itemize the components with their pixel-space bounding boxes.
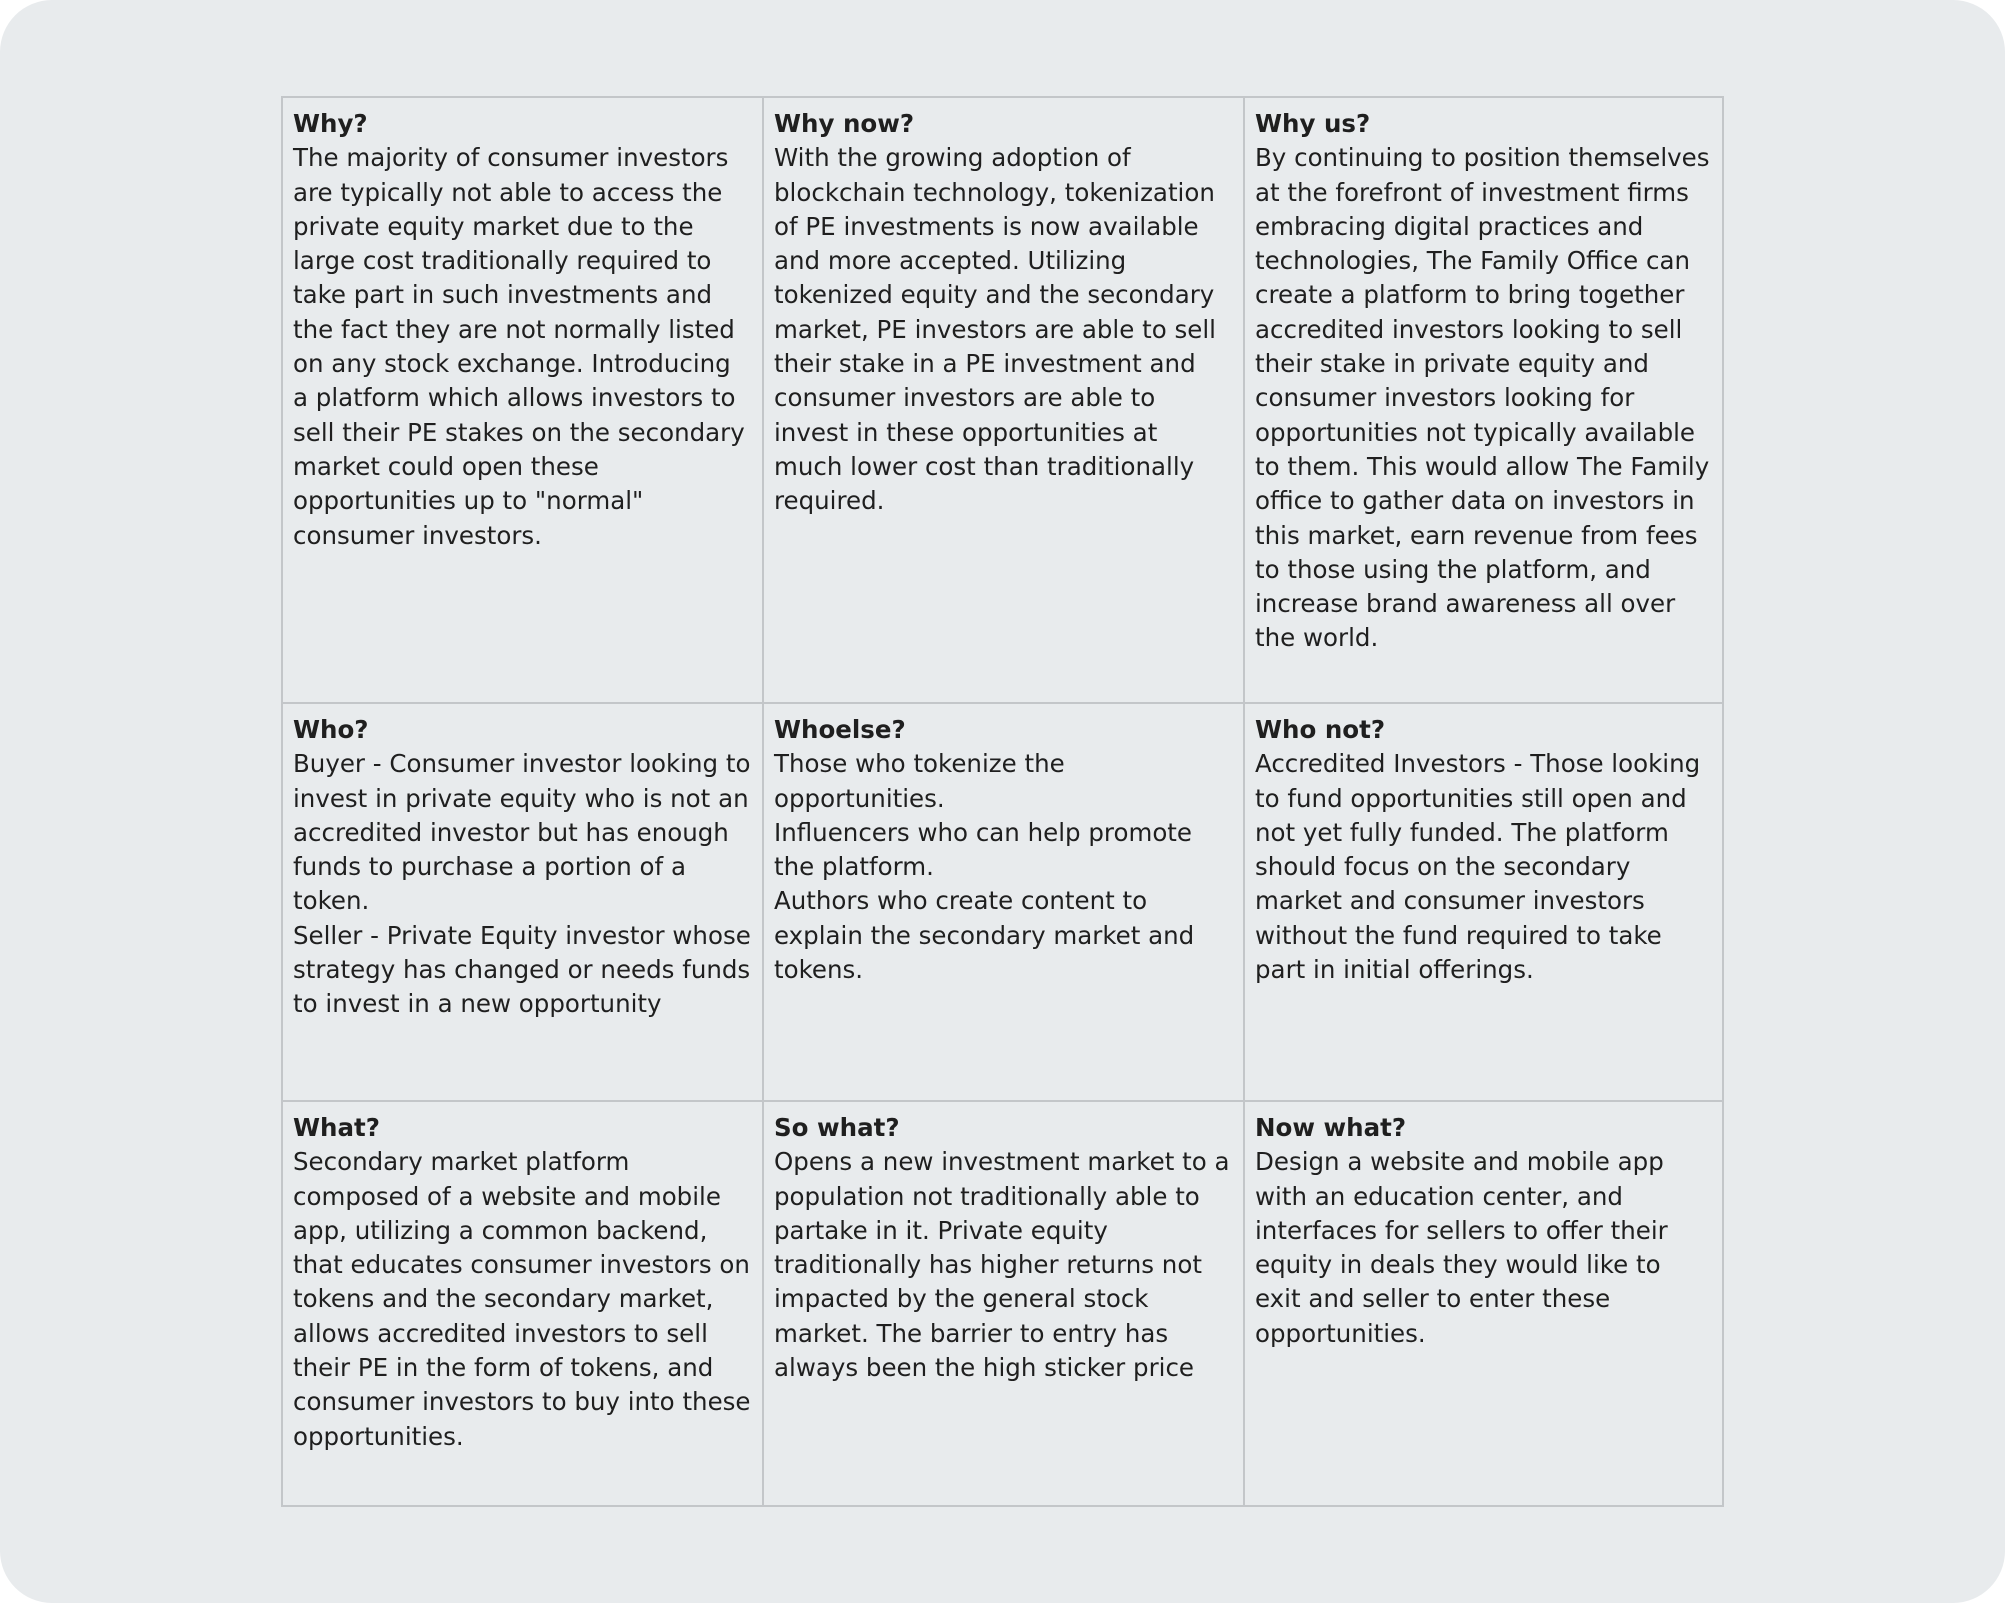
cell-text: Opens a new investment market to a population not traditionally able to partake in it. Private equity traditionally has higher returns not impacted by the general stock market. The barrier to entry has always been the high sticker price — [774, 1147, 1230, 1383]
cell-text: Secondary market platform composed of a website and mobile app, utilizing a common backend, that educates consumer investors on tokens and the secondary market, allows accredited investors to sell their PE in the form of tokens, and consumer investors to buy into these opportunities. — [293, 1147, 751, 1451]
cell-why-now — [764, 98, 1245, 704]
cell-title-what: What? — [293, 1113, 380, 1142]
cell-who — [283, 704, 764, 1102]
cell-body-who — [293, 747, 752, 1021]
cell-body-now-what — [1255, 1145, 1712, 1351]
cell-body-so-what — [774, 1145, 1233, 1385]
cell-text: Authors who create content to explain the secondary market and tokens. — [774, 886, 1195, 985]
cell-text: With the growing adoption of blockchain technology, tokenization of PE investments is now available and more accepted. Utilizing tokenized equity and the secondary market, PE investors are able to sell their stake in a PE investment and consumer investors are able to invest in these opportunities at much lower cost than traditionally required. — [774, 143, 1216, 516]
cell-text: By continuing to position themselves at the forefront of investment firms embracing digital practices and technologies, The Family Office can create a platform to bring together accredited investors looking to sell their stake in private equity and consumer investors looking for opportunities not typically available to them. This would allow The Family office to gather data on investors in this market, earn revenue from fees to those using the platform, and increase brand awareness all over the world. — [1255, 143, 1710, 653]
cell-body-why-now — [774, 141, 1233, 518]
cell-why — [283, 98, 764, 704]
cell-text: Accredited Investors - Those looking to fund opportunities still open and not yet fully funded. The platform should focus on the secondary market and consumer investors without the fund required to take part in initial offerings. — [1255, 749, 1701, 985]
cell-text-buyer: Buyer - Consumer investor looking to invest in private equity who is not an accredited investor but has enough funds to purchase a portion of a token. — [293, 749, 751, 916]
cell-title-why-now: Why now? — [774, 109, 915, 138]
cell-title-why-us: Why us? — [1255, 109, 1371, 138]
cell-so-what — [764, 1102, 1245, 1505]
cell-who-not — [1245, 704, 1722, 1102]
cell-text: Influencers who can help promote the platform. — [774, 817, 1192, 882]
cell-title-why: Why? — [293, 109, 368, 138]
cell-text-seller: Seller - Private Equity investor whose strategy has changed or needs funds to invest in a new opportunity — [293, 920, 751, 1019]
question-grid-table — [281, 96, 1724, 1507]
cell-body-whoelse — [774, 747, 1233, 987]
cell-why-us — [1245, 98, 1722, 704]
cell-text: Design a website and mobile app with an education center, and interfaces for sellers to offer their equity in deals they would like to exit and seller to enter these opportunities. — [1255, 1147, 1668, 1348]
cell-body-why — [293, 141, 752, 553]
cell-title-so-what: So what? — [774, 1113, 900, 1142]
cell-body-who-not — [1255, 747, 1712, 987]
cell-body-why-us — [1255, 141, 1712, 655]
cell-title-who-not: Who not? — [1255, 715, 1386, 744]
cell-now-what — [1245, 1102, 1722, 1505]
cell-what — [283, 1102, 764, 1505]
cell-text: The majority of consumer investors are typically not able to access the private equity market due to the large cost traditionally required to take part in such investments and the fact they are not normally listed on any stock exchange. Introducing a platform which allows investors to sell their PE stakes on the secondary market could open these opportunities up to "normal" consumer investors. — [293, 143, 745, 550]
cell-title-who: Who? — [293, 715, 369, 744]
cell-title-now-what: Now what? — [1255, 1113, 1407, 1142]
cell-text: Those who tokenize the opportunities. — [774, 749, 1065, 813]
cell-title-whoelse: Whoelse? — [774, 715, 906, 744]
cell-body-what — [293, 1145, 752, 1454]
cell-whoelse — [764, 704, 1245, 1102]
